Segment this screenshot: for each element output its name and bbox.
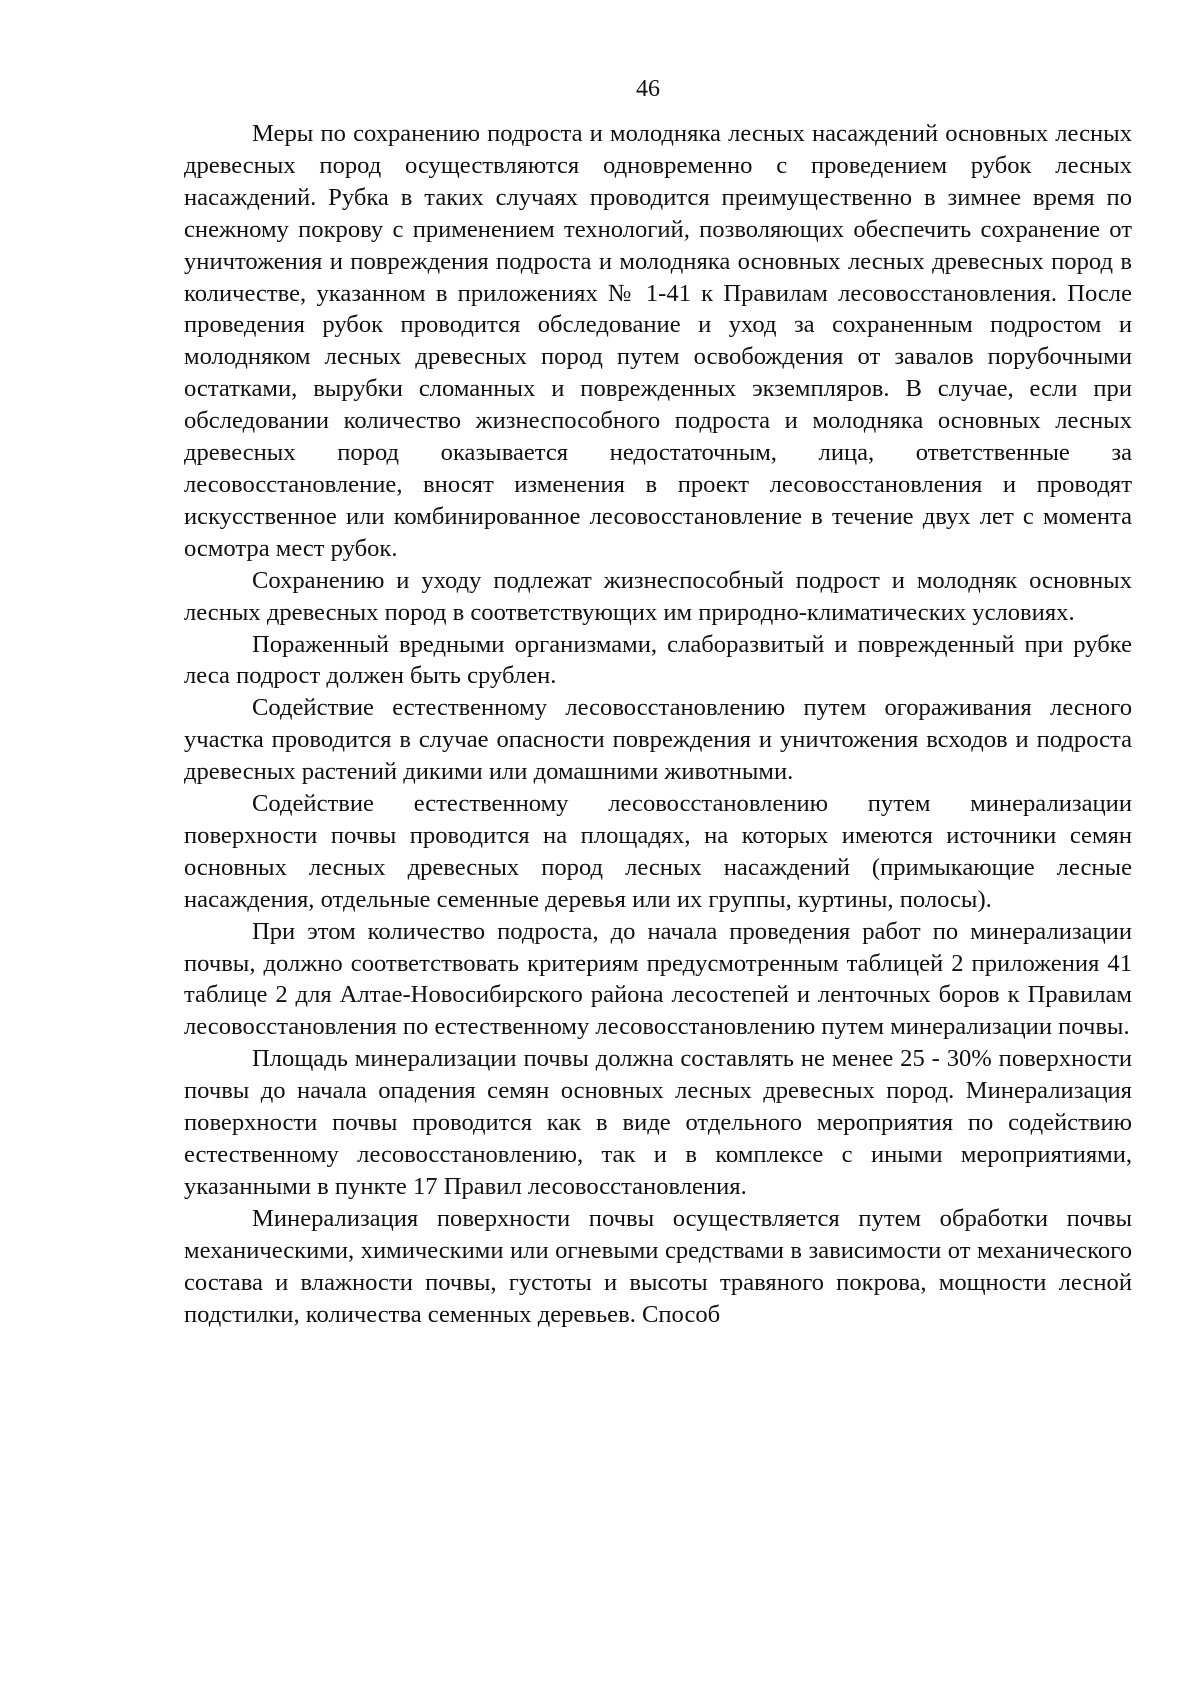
paragraph-8: Минерализация поверхности почвы осуществляется путем обработки почвы механическими, химическими или огневыми средствами в зависимости от механического состава и влажности почвы, густоты и высоты травяного покрова, мощности лесной подстилки, количества семенных деревьев. Способ bbox=[184, 1204, 1132, 1328]
page-number: 46 bbox=[636, 76, 660, 102]
paragraph-3: Пораженный вредными организмами, слаборазвитый и поврежденный при рубке леса подрост должен быть срублен. bbox=[184, 630, 1132, 690]
paragraph-6: При этом количество подроста, до начала проведения работ по минерализации почвы, должно соответствовать критериям предусмотренным таблицей 2 приложения 41 таблице 2 для Алтае-Новосибирского района лесостепей и ленточных боров к Правилам лесовосстановления по естественному лесовосстановлению путем минерализации почвы. bbox=[184, 917, 1132, 1041]
paragraph-1: Меры по сохранению подроста и молодняка лесных насаждений основных лесных древесных пород осуществляются одновременно с проведением рубок лесных насаждений. Рубка в таких случаях проводится преимущественно в зимнее время по снежному покрову с применением технологий, позволяющих обеспечить сохранение от уничтожения и повреждения подроста и молодняка основных лесных древесных пород в количестве, указанном в приложениях № 1-41 к Правилам лесовосстановления. После проведения рубок проводится обследование и уход за сохраненным подростом и молодняком лесных древесных пород путем освобождения от завалов порубочными остатками, вырубки сломанных и поврежденных экземпляров. В случае, если при обследовании количество жизнеспособного подроста и молодняка основных лесных древесных пород оказывается недостаточным, лица, ответственные за лесовосстановление, вносят изменения в проект лесовосстановления и проводят искусственное или комбинированное лесовосстановление в течение двух лет с момента осмотра мест рубок. bbox=[184, 120, 1132, 562]
paragraph-5: Содействие естественному лесовосстановлению путем минерализации поверхности почвы проводится на площадях, на которых имеются источники семян основных лесных древесных пород лесных насаждений (примыкающие лесные насаждения, отдельные семенные деревья или их группы, куртины, полосы). bbox=[184, 790, 1132, 913]
paragraph-7: Площадь минерализации почвы должна составлять не менее 25 - 30% поверхности почвы до начала опадения семян основных лесных древесных пород. Минерализация поверхности почвы проводится как в виде отдельного мероприятия по содействию естественному лесовосстановлению, так и в комплексе с иными мероприятиями, указанными в пункте 17 Правил лесовосстановления. bbox=[184, 1045, 1132, 1200]
paragraph-2: Сохранению и уходу подлежат жизнеспособный подрост и молодняк основных лесных древесных пород в соответствующих им природно-климатических условиях. bbox=[184, 566, 1132, 626]
document-body bbox=[184, 118, 1132, 1330]
paragraph-4: Содействие естественному лесовосстановлению путем огораживания лесного участка проводится в случае опасности повреждения и уничтожения всходов и подроста древесных растений дикими или домашними животными. bbox=[184, 694, 1132, 786]
